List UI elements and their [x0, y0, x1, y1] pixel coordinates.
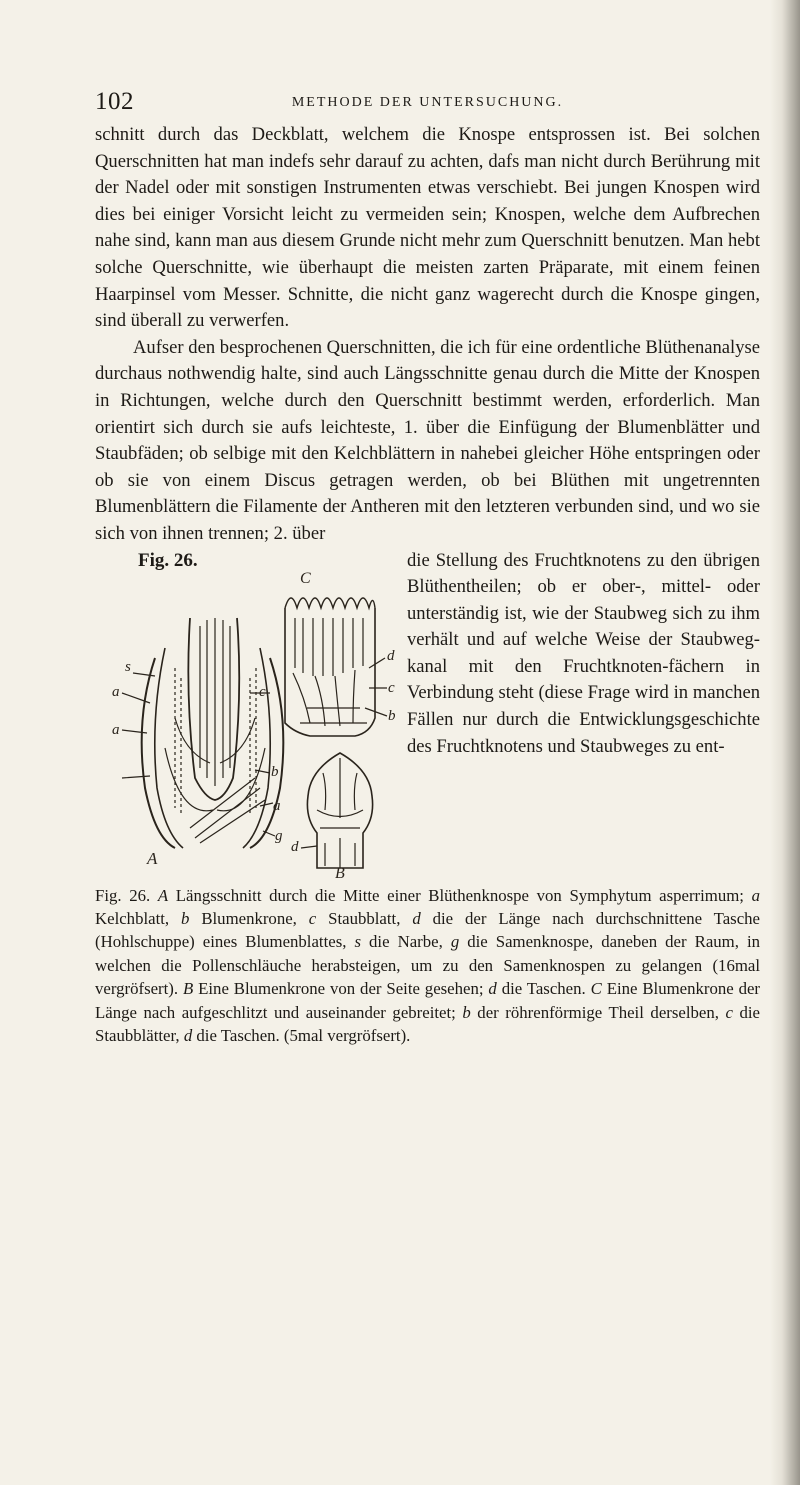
caption-text-13: die Taschen. (5mal vergröfsert). [192, 1025, 411, 1045]
caption-term-c2: c [725, 1002, 733, 1022]
caption-term-g: g [450, 932, 460, 952]
caption-term-b: b [181, 908, 190, 928]
paragraph-1: schnitt durch das Deckblatt, welchem die Knospe entsprossen ist. Bei solchen Querschnitten hat man indefs sehr darauf zu achten, dafs man nicht durch Berührung mit der Nadel oder mit sonstigen Instrumenten etwas verschiebt. Bei jungen Knospen wird dies bei einiger Vorsicht leicht zu vermeiden sein; Knospen, welche dem Aufbrechen nahe sind, kann man aus diesem Grunde nicht mehr zum Querschnitt benutzen. Man hebt solche Querschnitte, wie überhaupt die meisten zarten Präparate, mit einem feinen Haarpinsel vom Messer. Schnitte, die nicht ganz wagerecht durch die Knospe gingen, sind überall zu verwerfen. [95, 124, 760, 332]
caption-term-d3: d [183, 1025, 193, 1045]
figure-block [95, 548, 760, 878]
panel-c-drawing [285, 598, 375, 736]
figure-caption [95, 884, 760, 1048]
caption-text-11: der röhrenförmige Theil derselben, [470, 1002, 726, 1022]
page-edge-shadow [770, 0, 800, 1485]
caption-text-4: Staubblatt, [316, 908, 413, 928]
caption-text-5: die der Länge nach durchschnittene Tasche (Hohlschuppe) eines Blumenblattes, [95, 908, 760, 952]
label-g: g [275, 827, 283, 844]
label-a-right: a [273, 797, 281, 814]
caption-term-a: a [751, 885, 760, 905]
panel-label-a: A [147, 848, 158, 868]
caption-lead: Fig. 26. [95, 885, 151, 905]
book-page [95, 88, 760, 1047]
label-d-b: d [291, 838, 299, 855]
caption-label-a: A [157, 885, 169, 905]
panel-label-b: B [335, 864, 345, 878]
caption-text-7: die Samenknospe, daneben der Raum, in welchen die Pollenschläuche herabsteigen, um zu den Samenknospen zu gelangen (16mal vergröfsert). [95, 932, 761, 999]
body-text [95, 122, 760, 878]
caption-term-d2: d [488, 979, 497, 999]
label-c-a: c [259, 683, 266, 700]
caption-term-c: c [308, 908, 317, 928]
caption-text-3: Blumenkrone, [189, 908, 309, 928]
paragraph-2: Aufser den besprochenen Querschnitten, die ich für eine ordentliche Blüthenanalyse durchaus nothwendig halte, sind auch Längsschnitte genau durch die Mitte der Knospen in Richtungen, welche durch den Querschnitt bestimmt werden, erforderlich. Man orientirt sich durch sie aufs leichteste, 1. über die Einfügung der Blumenblätter und Staubfäden; ob selbige mit den Kelchblättern in nahebei gleicher Höhe entspringen oder ob sie von einem Discus getragen werden, ob bei Blüthen mit ungetrennten Blumenblättern die Filamente der Antheren mit den letzteren verbunden sind, und wo sie sich von ihnen trennen; 2. über [95, 336, 760, 544]
label-d-c: d [387, 647, 395, 664]
caption-text-9: die Taschen. [496, 979, 591, 999]
panel-a-drawing [142, 618, 284, 848]
caption-term-d: d [412, 908, 421, 928]
figure-26 [95, 548, 395, 878]
caption-label-c: C [590, 979, 602, 999]
label-s: s [125, 658, 131, 675]
caption-text-8: Eine Blumenkrone von der Seite gesehen; [193, 979, 489, 999]
caption-label-b: B [182, 979, 194, 999]
running-head: METHODE DER UNTERSUCHUNG. [291, 95, 564, 110]
page-number: 102 [95, 88, 134, 115]
caption-term-b2: b [462, 1002, 471, 1022]
panel-label-c: C [300, 569, 311, 587]
caption-text-2: Kelchblatt, [95, 908, 182, 928]
figure-title: Fig. 26. [138, 549, 198, 571]
label-c-c: c [388, 679, 395, 696]
label-a-upper: a [112, 683, 120, 700]
caption-text-1: Längsschnitt durch die Mitte einer Blüthenknospe von Symphytum asperrimum; [168, 885, 752, 905]
page-header [95, 88, 760, 122]
panel-b-drawing [307, 753, 372, 868]
label-b-a: b [271, 763, 279, 780]
caption-text-10: Eine Blumenkrone der Länge nach aufgeschlitzt und auseinander gebreitet; [95, 979, 760, 1022]
caption-text-6: die Narbe, [361, 932, 451, 952]
caption-text-12: die Staubblätter, [95, 1002, 760, 1045]
wrapped-paragraph: die Stellung des Fruchtknotens zu den übrigen Blüthentheilen; ob er ober-, mittel- oder unterständig ist, wie der Staubweg sich zu ihm verhält und auf welche Weise der Staubweg-kanal mit den Fruchtknoten-fächern in Verbindung steht (diese Frage wird in manchen Fällen nur durch die Entwicklungsgeschichte des Fruchtknotens und Staubweges zu ent- [407, 549, 760, 757]
botanical-illustration [95, 548, 395, 878]
caption-term-s: s [354, 932, 361, 952]
label-a-mid: a [112, 721, 120, 738]
label-b-c: b [388, 707, 395, 724]
